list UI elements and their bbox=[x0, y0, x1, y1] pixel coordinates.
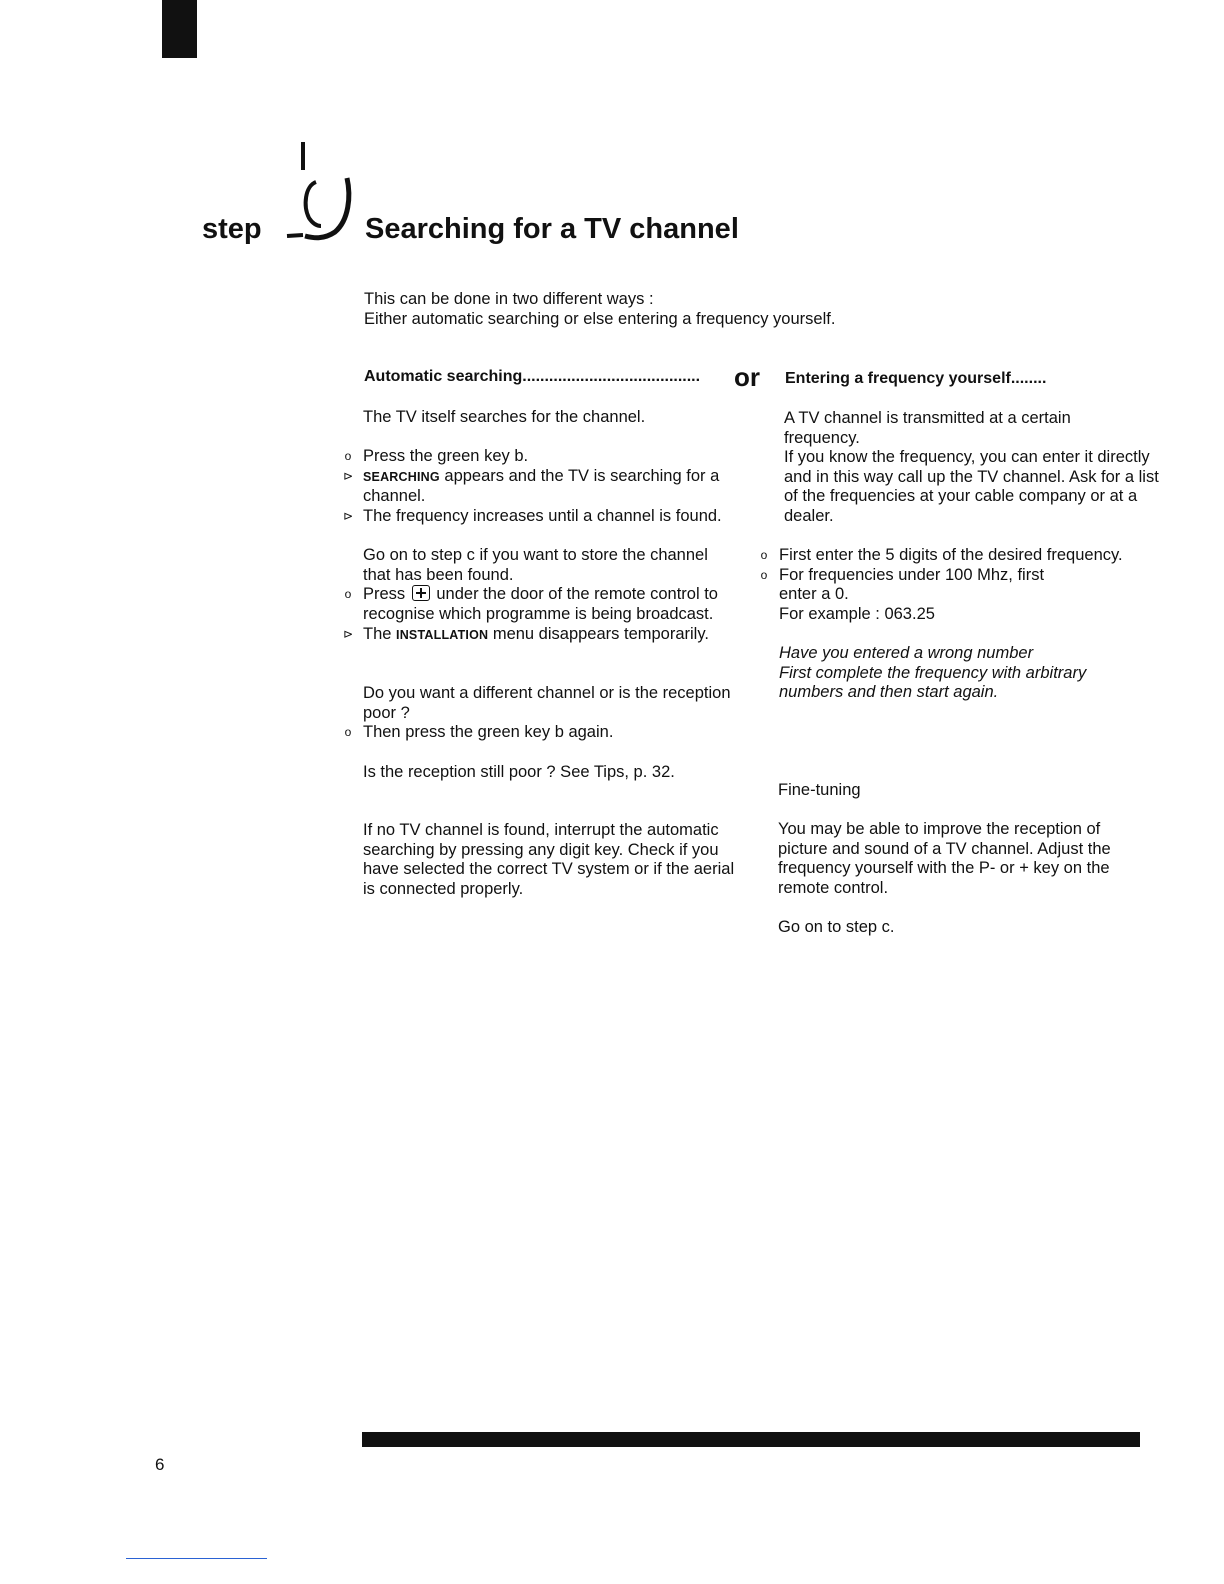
manual-frequency-heading: Entering a frequency yourself........ bbox=[785, 370, 1047, 387]
result-text-post: menu disappears temporarily. bbox=[488, 624, 709, 643]
go-on-note: Go on to step c if you want to store the channel that has been found. bbox=[363, 546, 708, 584]
automatic-searching-heading: Automatic searching........................................ bbox=[364, 368, 701, 385]
scan-artifact-line bbox=[126, 1558, 267, 1559]
action-bullet-icon: o bbox=[344, 449, 352, 464]
list-item bbox=[344, 723, 738, 743]
right-column bbox=[760, 409, 1164, 938]
result-text: appears and the TV is searching for a channel. bbox=[363, 466, 720, 506]
list-item bbox=[342, 466, 738, 507]
step-label: step bbox=[202, 213, 262, 245]
action-bullet-icon: o bbox=[760, 567, 768, 582]
action-text: For frequencies under 100 Mhz, first enter a 0. bbox=[779, 565, 1045, 604]
page-edge-tab bbox=[162, 0, 197, 58]
result-arrow-icon: ⊳ bbox=[342, 626, 354, 641]
frequency-intro: A TV channel is transmitted at a certain frequency. bbox=[784, 409, 1071, 447]
intro-line-1: This can be done in two different ways : bbox=[364, 290, 654, 308]
searching-keyword: SEARCHING bbox=[363, 469, 440, 484]
list-item bbox=[760, 546, 1164, 566]
no-channel-note: If no TV channel is found, interrupt the automatic searching by pressing any digit key. Check if you have selected the correct TV system or if the aerial is connected properly. bbox=[363, 821, 735, 898]
fine-tuning-heading: Fine-tuning bbox=[778, 781, 861, 800]
action-text-pre: Press bbox=[363, 585, 406, 604]
auto-intro: The TV itself searches for the channel. bbox=[363, 408, 646, 426]
still-poor-note: Is the reception still poor ? See Tips, p. 32. bbox=[363, 762, 675, 781]
list-item bbox=[342, 624, 738, 646]
left-column bbox=[342, 408, 738, 899]
result-arrow-icon: ⊳ bbox=[342, 508, 354, 523]
fine-tuning-go-on: Go on to step c. bbox=[778, 918, 895, 937]
intro-line-2: Either automatic searching or else entering a frequency yourself. bbox=[364, 310, 836, 328]
result-text-pre: The bbox=[363, 624, 397, 643]
action-text-post: under the door of the remote control to recognise which programme is being broadcast. bbox=[363, 585, 718, 623]
list-item bbox=[760, 565, 1079, 605]
frequency-example: For example : 063.25 bbox=[779, 604, 935, 623]
frequency-explanation: If you know the frequency, you can enter it directly and in this way call up the TV channel. Ask for a list of the frequencies at your cable company or at a dealer. bbox=[784, 448, 1159, 525]
or-separator: or bbox=[734, 362, 760, 392]
action-text: Press the green key b. bbox=[363, 447, 529, 466]
action-text: Then press the green key b again. bbox=[363, 723, 614, 742]
footer-bar bbox=[362, 1432, 1140, 1447]
step-number-glyph bbox=[283, 140, 363, 245]
wrong-number-advice: First complete the frequency with arbitrary numbers and then start again. bbox=[779, 663, 1087, 702]
list-item bbox=[342, 506, 738, 527]
list-item bbox=[344, 585, 738, 624]
result-text: The frequency increases until a channel is found. bbox=[363, 506, 722, 525]
action-text: First enter the 5 digits of the desired frequency. bbox=[779, 546, 1123, 565]
different-channel-question: Do you want a different channel or is the reception poor ? bbox=[363, 684, 731, 722]
page-number: 6 bbox=[155, 1455, 165, 1474]
wrong-number-note: Have you entered a wrong number bbox=[779, 644, 1034, 663]
action-bullet-icon: o bbox=[344, 587, 352, 602]
fine-tuning-text: You may be able to improve the reception of picture and sound of a TV channel. Adjust the frequency yourself with the P- or + key on the remote control. bbox=[778, 820, 1111, 898]
page-title: Searching for a TV channel bbox=[365, 213, 739, 245]
action-bullet-icon: o bbox=[760, 548, 768, 563]
result-arrow-icon: ⊳ bbox=[342, 468, 354, 483]
installation-keyword: INSTALLATION bbox=[396, 627, 489, 642]
intro bbox=[364, 289, 835, 329]
action-bullet-icon: o bbox=[344, 725, 352, 740]
info-key-icon bbox=[412, 585, 430, 601]
list-item bbox=[344, 447, 738, 467]
